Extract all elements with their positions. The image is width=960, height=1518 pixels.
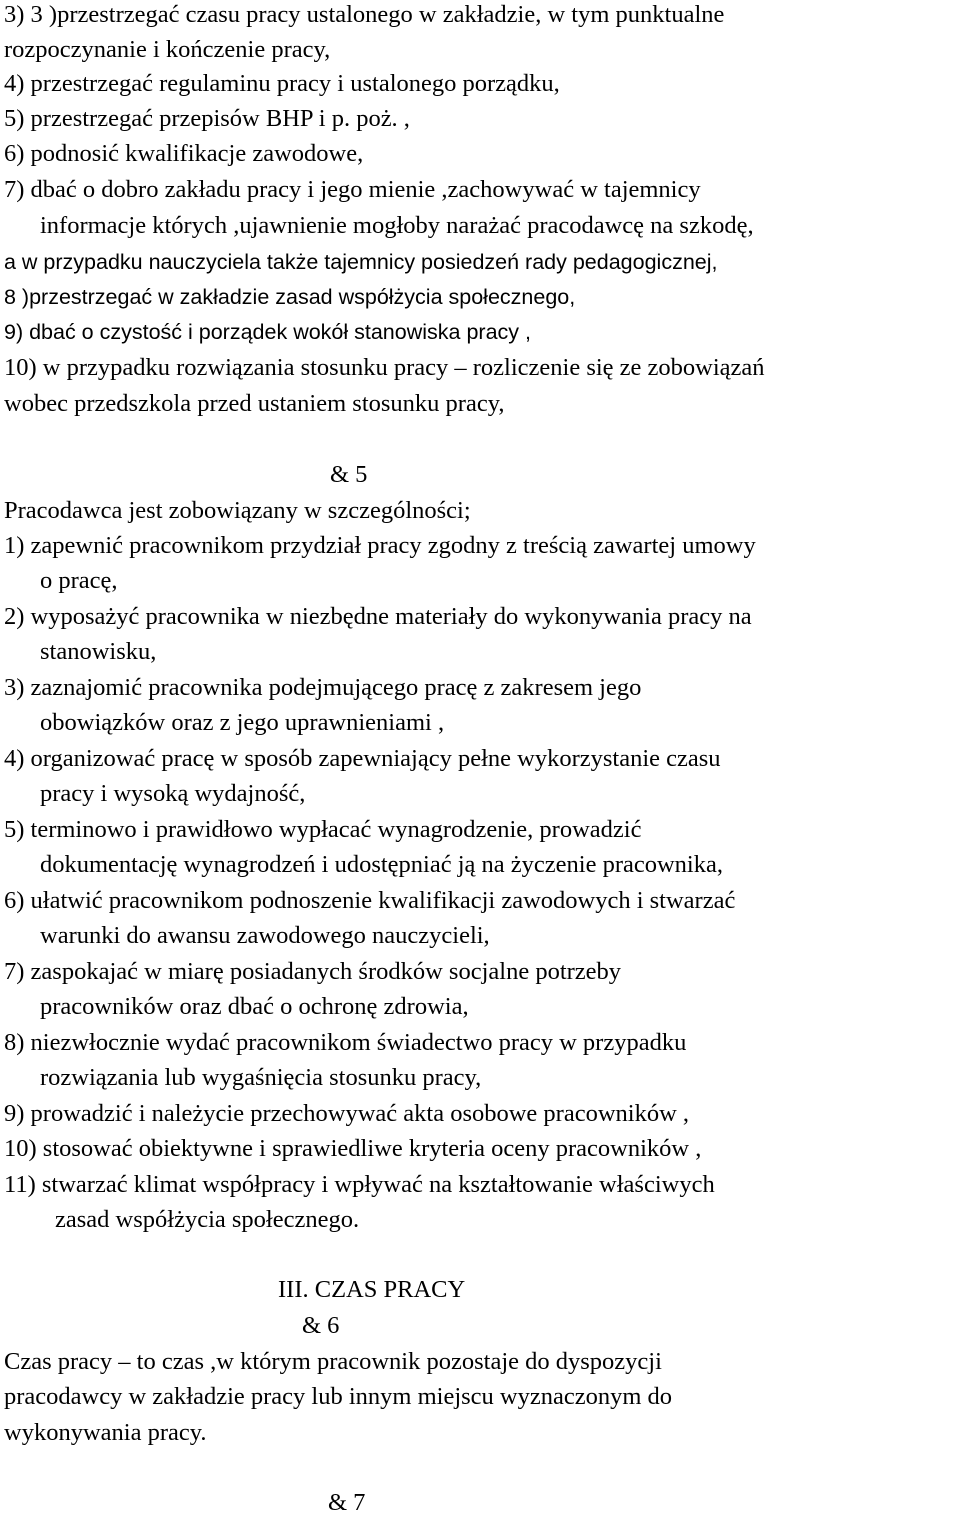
section-intro: Pracodawca jest zobowiązany w szczególności; (4, 497, 471, 524)
list-line: 2) wyposażyć pracownika w niezbędne materiały do wykonywania pracy na (4, 603, 752, 630)
list-line: warunki do awansu zawodowego nauczycieli, (40, 922, 490, 949)
section-heading: & 5 (330, 461, 368, 488)
list-line: 6) podnosić kwalifikacje zawodowe, (4, 140, 364, 167)
list-line: 5) terminowo i prawidłowo wypłacać wynagrodzenie, prowadzić (4, 816, 642, 843)
list-line: 3) 3 )przestrzegać czasu pracy ustalonego w zakładzie, w tym punktualne (4, 1, 725, 28)
list-line: pracowników oraz dbać o ochronę zdrowia, (40, 993, 469, 1020)
list-line: 8 )przestrzegać w zakładzie zasad współżycia społecznego, (4, 285, 576, 309)
list-line: zasad współżycia społecznego. (55, 1206, 360, 1233)
paragraph-line: pracodawcy w zakładzie pracy lub innym miejscu wyznaczonym do (4, 1383, 673, 1410)
list-line: 1) zapewnić pracownikom przydział pracy zgodny z treścią zawartej umowy (4, 532, 756, 559)
list-line: informacje których ,ujawnienie mogłoby narażać pracodawcę na szkodę, (40, 212, 754, 239)
section-heading: & 6 (302, 1312, 340, 1339)
paragraph-line: Czas pracy – to czas ,w którym pracownik pozostaje do dyspozycji (4, 1348, 662, 1375)
list-line: 8) niezwłocznie wydać pracownikom świadectwo pracy w przypadku (4, 1029, 687, 1056)
list-line: 11) stwarzać klimat współpracy i wpływać na kształtowanie właściwych (4, 1171, 715, 1198)
paragraph-line: wykonywania pracy. (4, 1419, 207, 1446)
list-line: wobec przedszkola przed ustaniem stosunku pracy, (4, 390, 505, 417)
list-line: 9) prowadzić i należycie przechowywać akta osobowe pracowników , (4, 1100, 690, 1127)
list-line: rozwiązania lub wygaśnięcia stosunku pracy, (40, 1064, 482, 1091)
chapter-title: III. CZAS PRACY (278, 1276, 466, 1303)
list-line: 4) przestrzegać regulaminu pracy i ustalonego porządku, (4, 70, 560, 97)
section-heading: & 7 (328, 1489, 366, 1516)
list-line: 7) dbać o dobro zakładu pracy i jego mienie ,zachowywać w tajemnicy (4, 176, 701, 203)
list-line: pracy i wysoką wydajność, (40, 780, 306, 807)
list-line: 3) zaznajomić pracownika podejmującego pracę z zakresem jego (4, 674, 642, 701)
list-line: 6) ułatwić pracownikom podnoszenie kwalifikacji zawodowych i stwarzać (4, 887, 736, 914)
list-line: 10) stosować obiektywne i sprawiedliwe kryteria oceny pracowników , (4, 1135, 702, 1162)
list-line: obowiązków oraz z jego uprawnieniami , (40, 709, 445, 736)
list-line: rozpoczynanie i kończenie pracy, (4, 36, 331, 63)
list-line: 9) dbać o czystość i porządek wokół stanowiska pracy , (4, 320, 531, 344)
list-line: 4) organizować pracę w sposób zapewniający pełne wykorzystanie czasu (4, 745, 721, 772)
list-line: a w przypadku nauczyciela także tajemnicy posiedzeń rady pedagogicznej, (4, 250, 718, 274)
list-line: o pracę, (40, 567, 118, 594)
list-line: 7) zaspokajać w miarę posiadanych środków socjalne potrzeby (4, 958, 622, 985)
list-line: 10) w przypadku rozwiązania stosunku pracy – rozliczenie się ze zobowiązań (4, 354, 765, 381)
list-line: stanowisku, (40, 638, 157, 665)
list-line: dokumentację wynagrodzeń i udostępniać ją na życzenie pracownika, (40, 851, 723, 878)
list-line: 5) przestrzegać przepisów BHP i p. poż. , (4, 105, 410, 132)
